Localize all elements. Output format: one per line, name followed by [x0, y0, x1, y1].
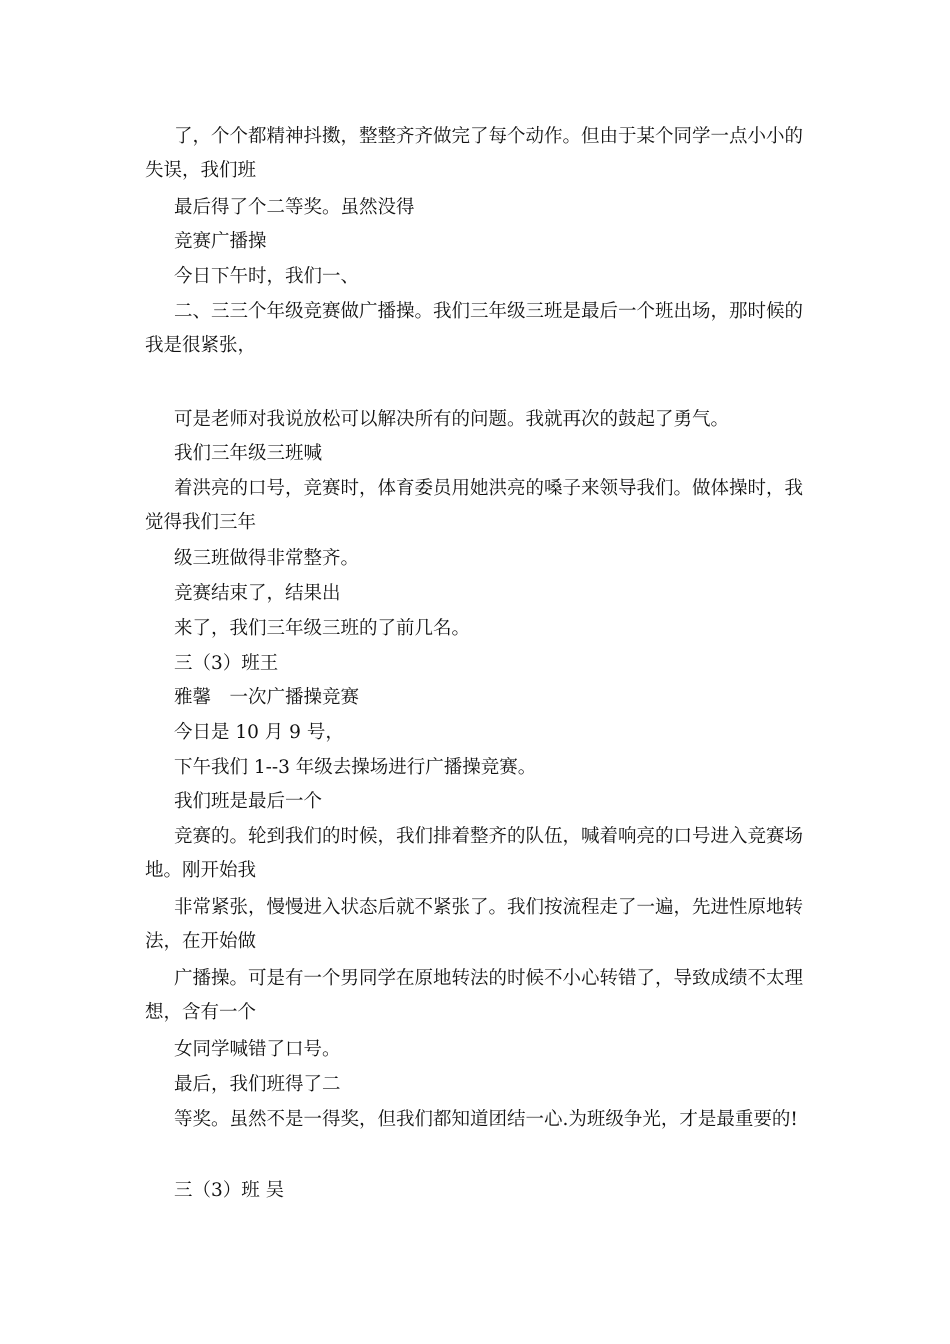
paragraph: 今日下午时，我们一、 [174, 266, 360, 287]
paragraph: 了，个个都精神抖擞，整整齐齐做完了每个动作。但由于某个同学一点小小的失误，我们班 [145, 126, 804, 181]
paragraph: 我们班是最后一个 [174, 791, 323, 812]
paragraph: 我们三年级三班喊 [174, 443, 323, 464]
paragraph: 今日是 10 月 9 号， [174, 722, 344, 743]
paragraph: 最后，我们班得了二 [174, 1074, 341, 1095]
paragraph: 三（3）班王 [174, 653, 279, 674]
paragraph: 可是老师对我说放松可以解决所有的问题。我就再次的鼓起了勇气。 [174, 409, 730, 430]
paragraph: 竞赛广播操 [174, 231, 267, 252]
paragraph: 级三班做得非常整齐。 [174, 548, 360, 569]
paragraph: 等奖。虽然不是一得奖，但我们都知道团结一心.为班级争光，才是最重要的! [174, 1109, 798, 1130]
paragraph: 竞赛结束了，结果出 [174, 583, 341, 604]
paragraph: 最后得了个二等奖。虽然没得 [174, 197, 415, 218]
paragraph: 来了，我们三年级三班的了前几名。 [174, 618, 471, 639]
paragraph: 着洪亮的口号，竞赛时，体育委员用她洪亮的嗓子来领导我们。做体操时，我觉得我们三年 [145, 478, 804, 533]
paragraph: 下午我们 1--3 年级去操场进行广播操竞赛。 [174, 757, 537, 778]
paragraph: 女同学喊错了口号。 [174, 1039, 341, 1060]
paragraph: 竞赛的。轮到我们的时候，我们排着整齐的队伍，喊着响亮的口号进入竞赛场地。刚开始我 [145, 826, 804, 881]
paragraph: 广播操。可是有一个男同学在原地转法的时候不小心转错了，导致成绩不太理想，含有一个 [145, 968, 804, 1023]
paragraph: 三（3）班 吴 [174, 1180, 285, 1201]
paragraph: 非常紧张，慢慢进入状态后就不紧张了。我们按流程走了一遍，先进性原地转法，在开始做 [145, 897, 804, 952]
paragraph: 二、三三个年级竞赛做广播操。我们三年级三班是最后一个班出场，那时候的我是很紧张， [145, 301, 804, 356]
paragraph: 雅馨 一次广播操竞赛 [174, 687, 360, 708]
